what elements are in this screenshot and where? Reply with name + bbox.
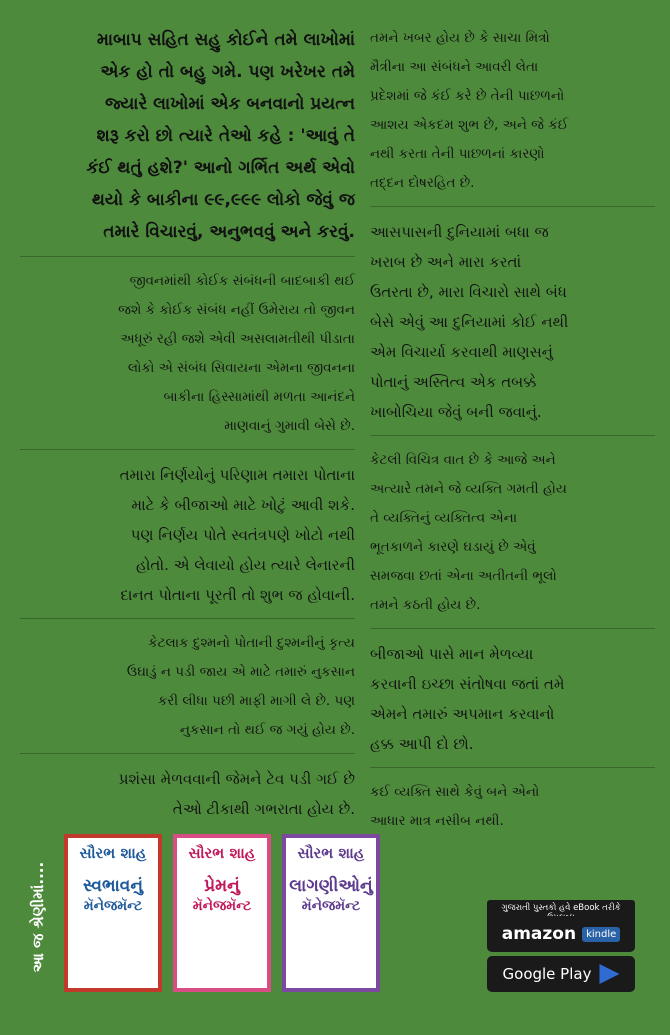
text-line: નુકસાન તો થઈ જ ગયું હોય છે.: [179, 722, 355, 738]
text-line: પ્રશંસા મેળવવાની જેમને ટેવ પડી ગઈ છે: [118, 770, 355, 788]
text-line: બીજાઓ પાસે માન મેળવ્યા: [370, 645, 534, 663]
paragraph: [20, 24, 355, 257]
book-title-line-2: મૅનેજમૅન્ટ: [301, 898, 361, 914]
left-column: [20, 24, 355, 842]
text-line: કઈ વ્યક્તિ સાથે કેવું બને એનો: [370, 784, 540, 800]
series-label: [18, 842, 58, 992]
text-line: માણવાનું ગુમાવી બેસે છે.: [224, 418, 355, 434]
text-line: કંઈ થતું હશે?' આનો ગર્ભિત અર્થ એવો: [86, 158, 355, 178]
text-line: બાકીના હિસ્સામાંથી મળતા આનંદને: [163, 389, 355, 405]
text-line: કરવાની ઇચ્છા સંતોષવા જતાં તમે: [370, 675, 565, 693]
paragraph: [370, 778, 655, 844]
text-line: કરી લીધા પછી માફી માગી લે છે. પણ: [157, 693, 355, 709]
text-line: જશે કે કોઈક સંબંધ નહીં ઉમેરાય તો જીવન: [118, 302, 355, 318]
book-author: સૌરભ શાહ: [297, 844, 365, 862]
paragraph: [370, 24, 655, 207]
paragraph: [20, 460, 355, 619]
text-line: કેટલાક દુશ્મનો પોતાની દુશ્મનીનું કૃત્ય: [148, 635, 355, 651]
kindle-icon: kindle: [582, 927, 620, 942]
text-line: ખરાબ છે અને મારા કરતાં: [370, 253, 522, 271]
text-line: જીવનમાંથી કોઈક સંબંધની બાદબાકી થઈ: [129, 273, 355, 289]
series-label-text: આ જ શ્રેણીમાં....: [29, 861, 47, 973]
book-cover[interactable]: [173, 834, 271, 992]
book-author: સૌરભ શાહ: [188, 844, 256, 862]
text-line: તમારા નિર્ણયોનું પરિણામ તમારા પોતાના: [119, 466, 355, 484]
text-line: એમ વિચાર્યા કરવાથી માણસનું: [370, 343, 553, 361]
text-line: માબાપ સહિત સહુ કોઈને તમે લાખોમાં: [96, 30, 355, 50]
text-line: પણ નિર્ણય પોતે સ્વતંત્રપણે ખોટો નથી: [130, 526, 355, 544]
text-line: શરૂ કરો છો ત્યારે તેઓ કહે : 'આવું તે: [96, 126, 355, 146]
text-line: ઉતરતા છે, મારા વિચારો સાથે બંધ: [370, 283, 567, 301]
text-line: અત્યારે તમને જે વ્યક્તિ ગમતી હોય: [370, 481, 567, 497]
text-line: સમજવા છતાં એના અતીતની ભૂલો: [370, 568, 557, 584]
paragraph: [20, 764, 355, 832]
text-line: થયો કે બાકીના ૯૯,૯૯૯ લોકો જેવું જ: [91, 190, 355, 210]
text-line: ઉઘાડું ન પડી જાય એ માટે તમારું નુકસાન: [126, 664, 355, 680]
book-title: સ્વભાવનું: [82, 876, 144, 896]
text-line: એક હો તો બહુ ગમે. પણ ખરેખર તમે: [100, 62, 355, 82]
text-line: આશય એકદમ શુભ છે, અને જે કંઈ: [370, 117, 569, 133]
text-line: લોકો એ સંબંધ સિવાયના એમના જીવનના: [127, 360, 355, 376]
right-column: [370, 24, 655, 854]
store-name: amazon: [501, 924, 577, 944]
text-line: તમને કઠતી હોય છે.: [370, 597, 481, 613]
paragraph: [370, 639, 655, 768]
book-title-line-2: મૅનેજમૅન્ટ: [83, 898, 143, 914]
text-line: માટે કે બીજાઓ માટે ખોટું આવી શકે.: [131, 496, 355, 514]
paragraph: [370, 446, 655, 629]
text-line: અધૂરું રહી જશે એવી અસલામતીથી પીડાતા: [120, 331, 355, 347]
amazon-kindle-button[interactable]: [487, 916, 635, 952]
book-title: પ્રેમનું: [204, 876, 240, 896]
text-line: તદ્દન દોષરહિત છે.: [370, 175, 475, 191]
paragraph: [20, 267, 355, 450]
google-play-button[interactable]: [487, 956, 635, 992]
text-line: ખાબોચિયા જેવું બની જવાનું.: [370, 403, 542, 421]
store-name: Google Play: [502, 965, 592, 983]
book-cover[interactable]: [64, 834, 162, 992]
book-title: લાગણીઓનું: [289, 876, 373, 896]
text-line: જ્યારે લાખોમાં એક બનવાનો પ્રયત્ન: [105, 94, 355, 114]
text-line: પ્રદેશમાં જે કંઈ કરે છે તેની પાછળનો: [370, 88, 565, 104]
text-line: હક્ક આપી દો છો.: [370, 735, 474, 753]
book-title-line-2: મૅનેજમૅન્ટ: [192, 898, 252, 914]
text-line: મૈત્રીના આ સંબંધને આવરી લેતા: [370, 59, 539, 75]
text-line: હોતો. એ લેવાયો હોય ત્યારે લેનારની: [135, 556, 355, 574]
text-line: ભૂતકાળને કારણે ઘડાયું છે એવું: [370, 539, 536, 555]
google-play-icon: [599, 964, 619, 984]
ebook-note: ગુજરાતી પુસ્તકો હવે eBook તરીકે: [487, 900, 635, 926]
text-line: પોતાનું અસ્તિત્વ એક તબક્કે: [370, 373, 537, 391]
text-line: તમારે વિચારવું, અનુભવવું અને કરવું.: [103, 222, 355, 242]
text-line: કેટલી વિચિત્ર વાત છે કે આજે અને: [370, 452, 556, 468]
paragraph: [20, 629, 355, 754]
text-line: તમને ખબર હોય છે કે સાચા મિત્રો: [370, 30, 550, 46]
text-line: દાનત પોતાના પૂરતી તો શુભ જ હોવાની.: [120, 586, 355, 604]
text-line: તેઓ ટીકાથી ગભરાતા હોય છે.: [172, 800, 355, 818]
text-line: નથી કરતા તેની પાછળનાં કારણો: [370, 146, 545, 162]
paragraph: [370, 217, 655, 436]
text-line: તે વ્યક્તિનું વ્યક્તિત્વ એના: [370, 510, 518, 526]
book-cover[interactable]: [282, 834, 380, 992]
text-line: આધાર માત્ર નસીબ નથી.: [370, 813, 504, 829]
book-author: સૌરભ શાહ: [79, 844, 147, 862]
text-line: બેસે એવું આ દુનિયામાં કોઈ નથી: [370, 313, 569, 331]
text-line: એમને તમારું અપમાન કરવાનો: [370, 705, 555, 723]
text-line: આસપાસની દુનિયામાં બધા જ: [370, 223, 549, 241]
